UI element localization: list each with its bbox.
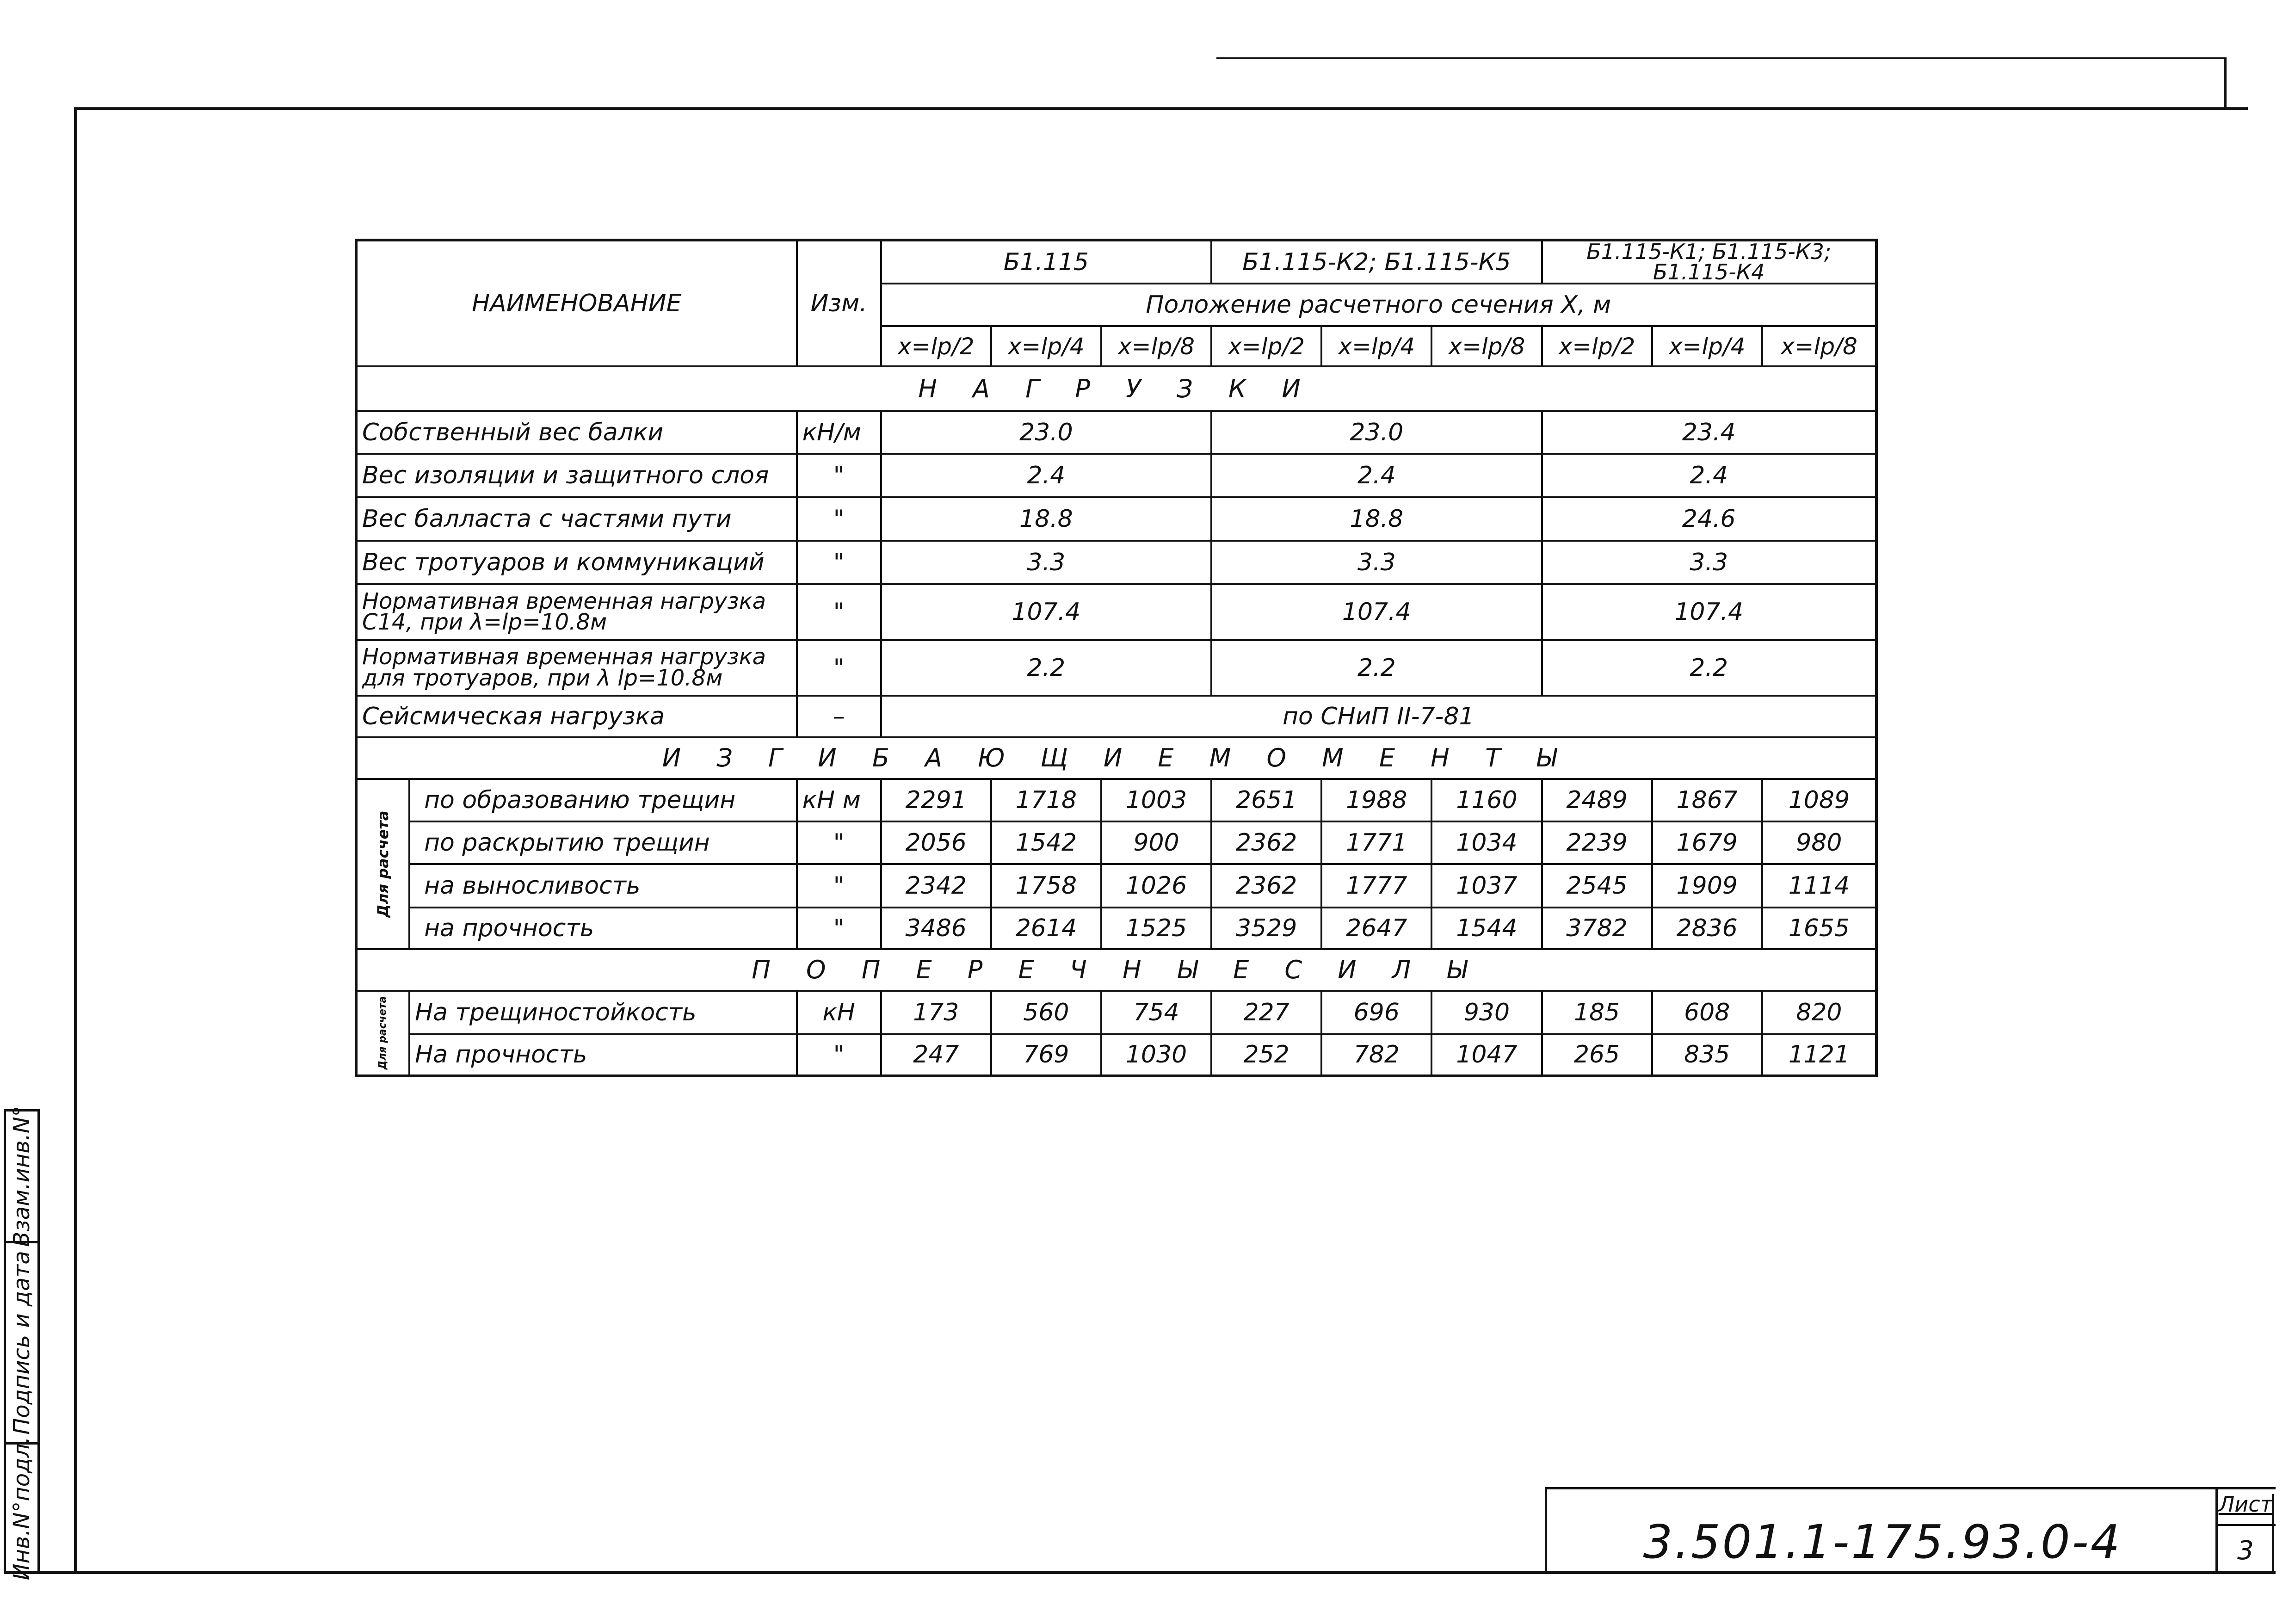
header-group-3: Б1.115-К1; Б1.115-К3; Б1.115-К4 — [1542, 240, 1876, 284]
load-row-name: Вес изоляции и защитного слоя — [356, 454, 797, 497]
shear-value: 173 — [881, 991, 991, 1034]
moment-value: 2651 — [1211, 779, 1321, 821]
section-header: x=lр/2 — [1542, 326, 1652, 366]
moment-row-unit: " — [797, 908, 881, 949]
moments-side-label: Для расчета — [356, 779, 409, 949]
moment-row-name: по раскрытию трещин — [409, 821, 797, 864]
load-value: 2.4 — [1211, 454, 1542, 497]
shear-row-unit: " — [797, 1034, 881, 1076]
load-row-unit: " — [797, 640, 881, 696]
shear-value: 835 — [1652, 1034, 1762, 1076]
section-header: x=lр/4 — [1321, 326, 1431, 366]
shear-row-name: На прочность — [409, 1034, 797, 1076]
title-block-top-line — [1545, 1487, 2276, 1489]
moment-value: 1909 — [1652, 864, 1762, 908]
moment-value: 2489 — [1542, 779, 1652, 821]
document-code: 3.501.1-175.93.0-4 — [1643, 1515, 2122, 1569]
load-row-name: Вес тротуаров и коммуникаций — [356, 541, 797, 584]
moment-value: 1542 — [991, 821, 1101, 864]
load-value: 107.4 — [1542, 584, 1876, 640]
moment-value: 1160 — [1431, 779, 1542, 821]
load-row-unit: " — [797, 584, 881, 640]
moment-row-name: на прочность — [409, 908, 797, 949]
title-block-sheet-line — [2215, 1524, 2276, 1526]
load-row-name: Нормативная временная нагрузка С14, при λ=lр=10.8м — [356, 584, 797, 640]
shear-value: 930 — [1431, 991, 1542, 1034]
section-title-moments: И З Г И Б А Ю Щ И Е М О М Е Н Т Ы — [356, 737, 1876, 779]
load-value: 3.3 — [881, 541, 1211, 584]
section-header: x=lр/2 — [881, 326, 991, 366]
moment-value: 2362 — [1211, 821, 1321, 864]
header-unit: Изм. — [797, 240, 881, 366]
section-header: x=lр/8 — [1431, 326, 1542, 366]
header-group-2: Б1.115-К2; Б1.115-К5 — [1211, 240, 1542, 284]
load-value: 3.3 — [1211, 541, 1542, 584]
stamp-cell-original-inventory: Инв.N°подл. — [4, 1442, 40, 1574]
moment-value: 1718 — [991, 779, 1101, 821]
moment-value: 900 — [1101, 821, 1211, 864]
section-title-loads: Н А Г Р У З К И — [356, 366, 1876, 411]
stamp-cell-replace-inventory: Взам.инв.N° — [4, 1109, 40, 1243]
specification-table — [355, 239, 1878, 1077]
moment-value: 1758 — [991, 864, 1101, 908]
moment-value: 1777 — [1321, 864, 1431, 908]
frame-bottom-line — [4, 1571, 2276, 1574]
load-row-unit: " — [797, 541, 881, 584]
moment-value: 2239 — [1542, 821, 1652, 864]
moment-row-unit: кН м — [797, 779, 881, 821]
load-row-unit: кН/м — [797, 411, 881, 454]
moment-value: 3529 — [1211, 908, 1321, 949]
load-row-name: Собственный вес балки — [356, 411, 797, 454]
load-row-unit: " — [797, 454, 881, 497]
header-position: Положение расчетного сечения X, м — [881, 284, 1876, 326]
section-header: x=lр/4 — [991, 326, 1101, 366]
shear-row-unit: кН — [797, 991, 881, 1034]
shear-value: 820 — [1762, 991, 1876, 1034]
moment-value: 1771 — [1321, 821, 1431, 864]
load-value: 18.8 — [1211, 497, 1542, 541]
shear-value: 608 — [1652, 991, 1762, 1034]
moment-value: 1867 — [1652, 779, 1762, 821]
moment-value: 1679 — [1652, 821, 1762, 864]
seismic-row-unit: – — [797, 696, 881, 737]
moment-value: 980 — [1762, 821, 1876, 864]
load-value: 107.4 — [881, 584, 1211, 640]
moment-value: 2056 — [881, 821, 991, 864]
section-header: x=lр/8 — [1762, 326, 1876, 366]
shear-value: 1030 — [1101, 1034, 1211, 1076]
load-value: 18.8 — [881, 497, 1211, 541]
frame-top-short-line — [1216, 57, 2225, 59]
section-header: x=lр/4 — [1652, 326, 1762, 366]
moment-row-unit: " — [797, 821, 881, 864]
moment-value: 2614 — [991, 908, 1101, 949]
frame-left-line — [74, 107, 77, 1574]
shear-value: 185 — [1542, 991, 1652, 1034]
load-row-name: Нормативная временная нагрузка для тротуаров, при λ lр=10.8м — [356, 640, 797, 696]
section-title-shear: П О П Е Р Е Ч Н Ы Е С И Л Ы — [356, 949, 1876, 991]
seismic-row-name: Сейсмическая нагрузка — [356, 696, 797, 737]
moment-value: 2836 — [1652, 908, 1762, 949]
load-row-unit: " — [797, 497, 881, 541]
section-header: x=lр/2 — [1211, 326, 1321, 366]
shear-value: 252 — [1211, 1034, 1321, 1076]
load-value: 23.0 — [1211, 411, 1542, 454]
header-group-1: Б1.115 — [881, 240, 1211, 284]
load-value: 107.4 — [1211, 584, 1542, 640]
moment-value: 1655 — [1762, 908, 1876, 949]
shear-value: 754 — [1101, 991, 1211, 1034]
moment-value: 1988 — [1321, 779, 1431, 821]
moment-value: 2291 — [881, 779, 991, 821]
title-block-left-line — [1545, 1487, 1547, 1573]
moment-value: 1525 — [1101, 908, 1211, 949]
moment-value: 2545 — [1542, 864, 1652, 908]
shear-value: 782 — [1321, 1034, 1431, 1076]
load-value: 24.6 — [1542, 497, 1876, 541]
stamp-cell-signature-date: Подпись и дата — [4, 1241, 40, 1445]
shear-value: 265 — [1542, 1034, 1652, 1076]
moment-row-name: на выносливость — [409, 864, 797, 908]
moment-value: 1034 — [1431, 821, 1542, 864]
load-value: 3.3 — [1542, 541, 1876, 584]
shear-value: 560 — [991, 991, 1101, 1034]
moment-row-unit: " — [797, 864, 881, 908]
shear-row-name: На трещиностойкость — [409, 991, 797, 1034]
seismic-value: по СНиП II-7-81 — [881, 696, 1876, 737]
load-value: 2.2 — [1542, 640, 1876, 696]
moment-value: 1037 — [1431, 864, 1542, 908]
moment-value: 1114 — [1762, 864, 1876, 908]
shear-value: 696 — [1321, 991, 1431, 1034]
load-row-name: Вес балласта с частями пути — [356, 497, 797, 541]
shear-value: 247 — [881, 1034, 991, 1076]
moment-value: 1544 — [1431, 908, 1542, 949]
shear-value: 1047 — [1431, 1034, 1542, 1076]
moment-value: 3486 — [881, 908, 991, 949]
frame-top-line — [74, 107, 2248, 110]
moment-value: 2342 — [881, 864, 991, 908]
sheet-label: Лист — [2218, 1492, 2273, 1517]
load-value: 2.4 — [1542, 454, 1876, 497]
moment-value: 1003 — [1101, 779, 1211, 821]
shear-value: 769 — [991, 1034, 1101, 1076]
section-header: x=lр/8 — [1101, 326, 1211, 366]
shear-value: 1121 — [1762, 1034, 1876, 1076]
load-value: 2.4 — [881, 454, 1211, 497]
frame-right-tick — [2224, 57, 2227, 109]
shear-side-label: Для расчета — [356, 991, 409, 1076]
load-value: 23.4 — [1542, 411, 1876, 454]
moment-value: 1089 — [1762, 779, 1876, 821]
moment-value: 2362 — [1211, 864, 1321, 908]
moment-value: 2647 — [1321, 908, 1431, 949]
moment-row-name: по образованию трещин — [409, 779, 797, 821]
shear-value: 227 — [1211, 991, 1321, 1034]
sheet-number: 3 — [2237, 1536, 2254, 1566]
load-value: 2.2 — [881, 640, 1211, 696]
moment-value: 3782 — [1542, 908, 1652, 949]
load-value: 23.0 — [881, 411, 1211, 454]
load-value: 2.2 — [1211, 640, 1542, 696]
header-name: НАИМЕНОВАНИЕ — [356, 240, 797, 366]
moment-value: 1026 — [1101, 864, 1211, 908]
